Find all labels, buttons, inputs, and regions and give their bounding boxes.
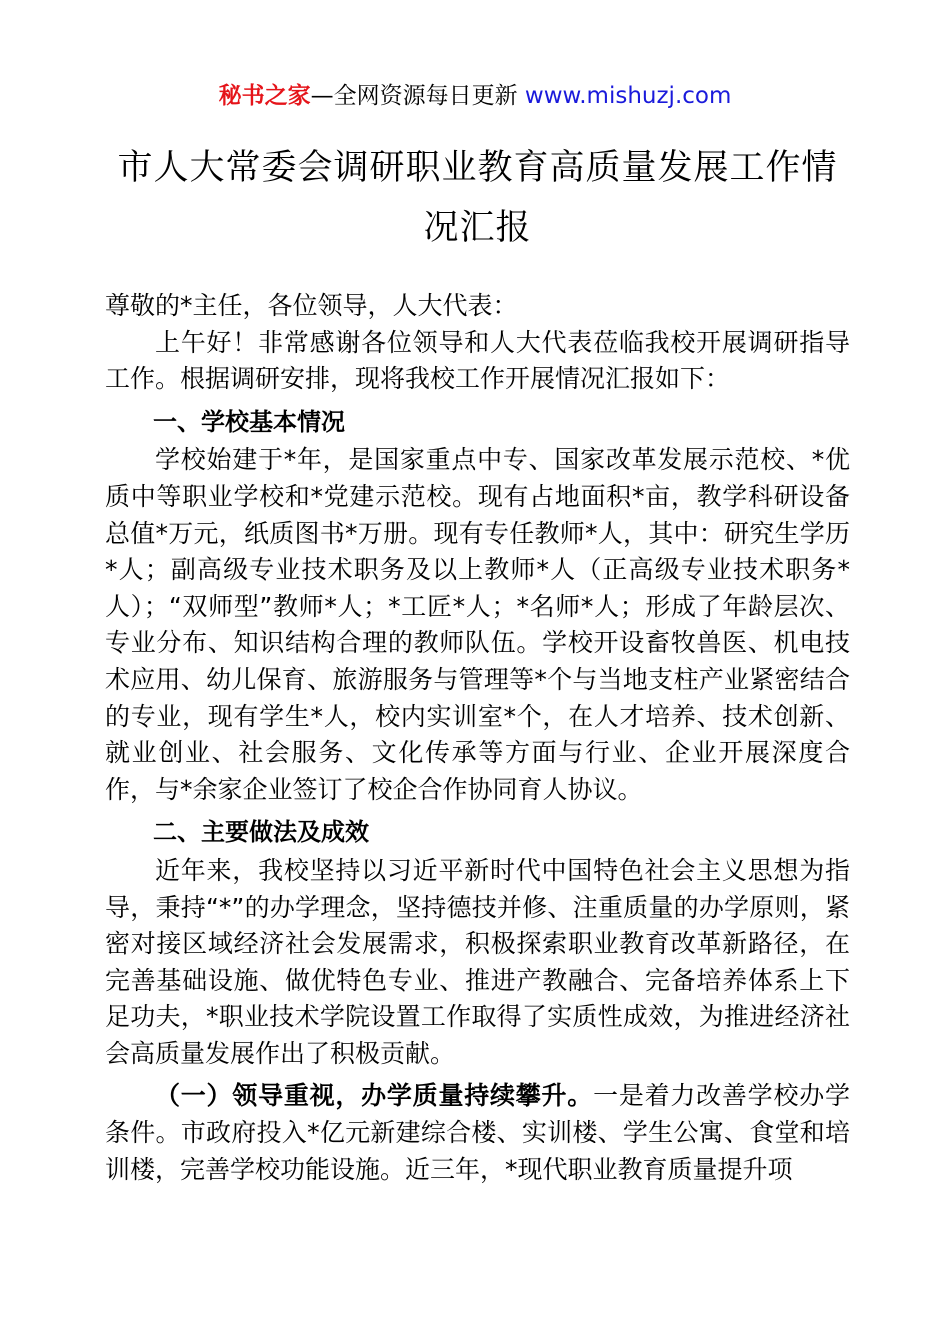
section-heading-2: 二、主要做法及成效 xyxy=(153,818,369,847)
site-url[interactable]: www.mishuzj.com xyxy=(524,83,732,109)
intro-paragraph: 上午好！非常感谢各位领导和人大代表莅临我校开展调研指导工作。根据调研安排，现将我校工作开展情况汇报如下： xyxy=(105,327,850,394)
salutation: 尊敬的*主任，各位领导，人大代表： xyxy=(105,291,518,320)
site-header xyxy=(0,80,950,112)
section-heading-1: 一、学校基本情况 xyxy=(153,407,345,436)
document-title: 市人大常委会调研职业教育高质量发展工作情况汇报 xyxy=(117,148,838,248)
section-body-2: 近年来，我校坚持以习近平新时代中国特色社会主义思想为指导，秉持“*”的办学理念，坚持德技并修、注重质量的办学原则，紧密对接区域经济社会发展需求，积极探索职业教育改革新路径，在完善基础设施、做优特色专业、推进产教融合、完备培养体系上下足功夫，*职业技术学院设置工作取得了实质性成效，为推进经济社会高质量发展作出了积极贡献。 xyxy=(105,855,850,1068)
brand-name: 秘书之家 xyxy=(218,83,311,109)
header-tagline: —全网资源每日更新 xyxy=(310,83,518,109)
subsection-heading-1: （一）领导重视，办学质量持续攀升。 xyxy=(155,1081,594,1111)
document-body xyxy=(105,288,850,1188)
subsection-paragraph-1 xyxy=(105,1078,850,1188)
subsection-body-1: 一是着力改善学校办学条件。市政府投入*亿元新建综合楼、实训楼、学生公寓、食堂和培训楼，完善学校功能设施。近三年，*现代职业教育质量提升项 xyxy=(105,1081,850,1184)
section-body-1: 学校始建于*年，是国家重点中专、国家改革发展示范校、*优质中等职业学校和*党建示范校。现有占地面积*亩，教学科研设备总值*万元，纸质图书*万册。现有专任教师*人，其中：研究生学历*人；副高级专业技术职务及以上教师*人（正高级专业技术职务*人）；“双师型”教师*人；*工匠*人；*名师*人；形成了年龄层次、专业分布、知识结构合理的教师队伍。学校开设畜牧兽医、机电技术应用、幼儿保育、旅游服务与管理等*个与当地支柱产业紧密结合的专业，现有学生*人，校内实训室*个，在人才培养、技术创新、就业创业、社会服务、文化传承等方面与行业、企业开展深度合作，与*余家企业签订了校企合作协同育人协议。 xyxy=(105,445,850,804)
